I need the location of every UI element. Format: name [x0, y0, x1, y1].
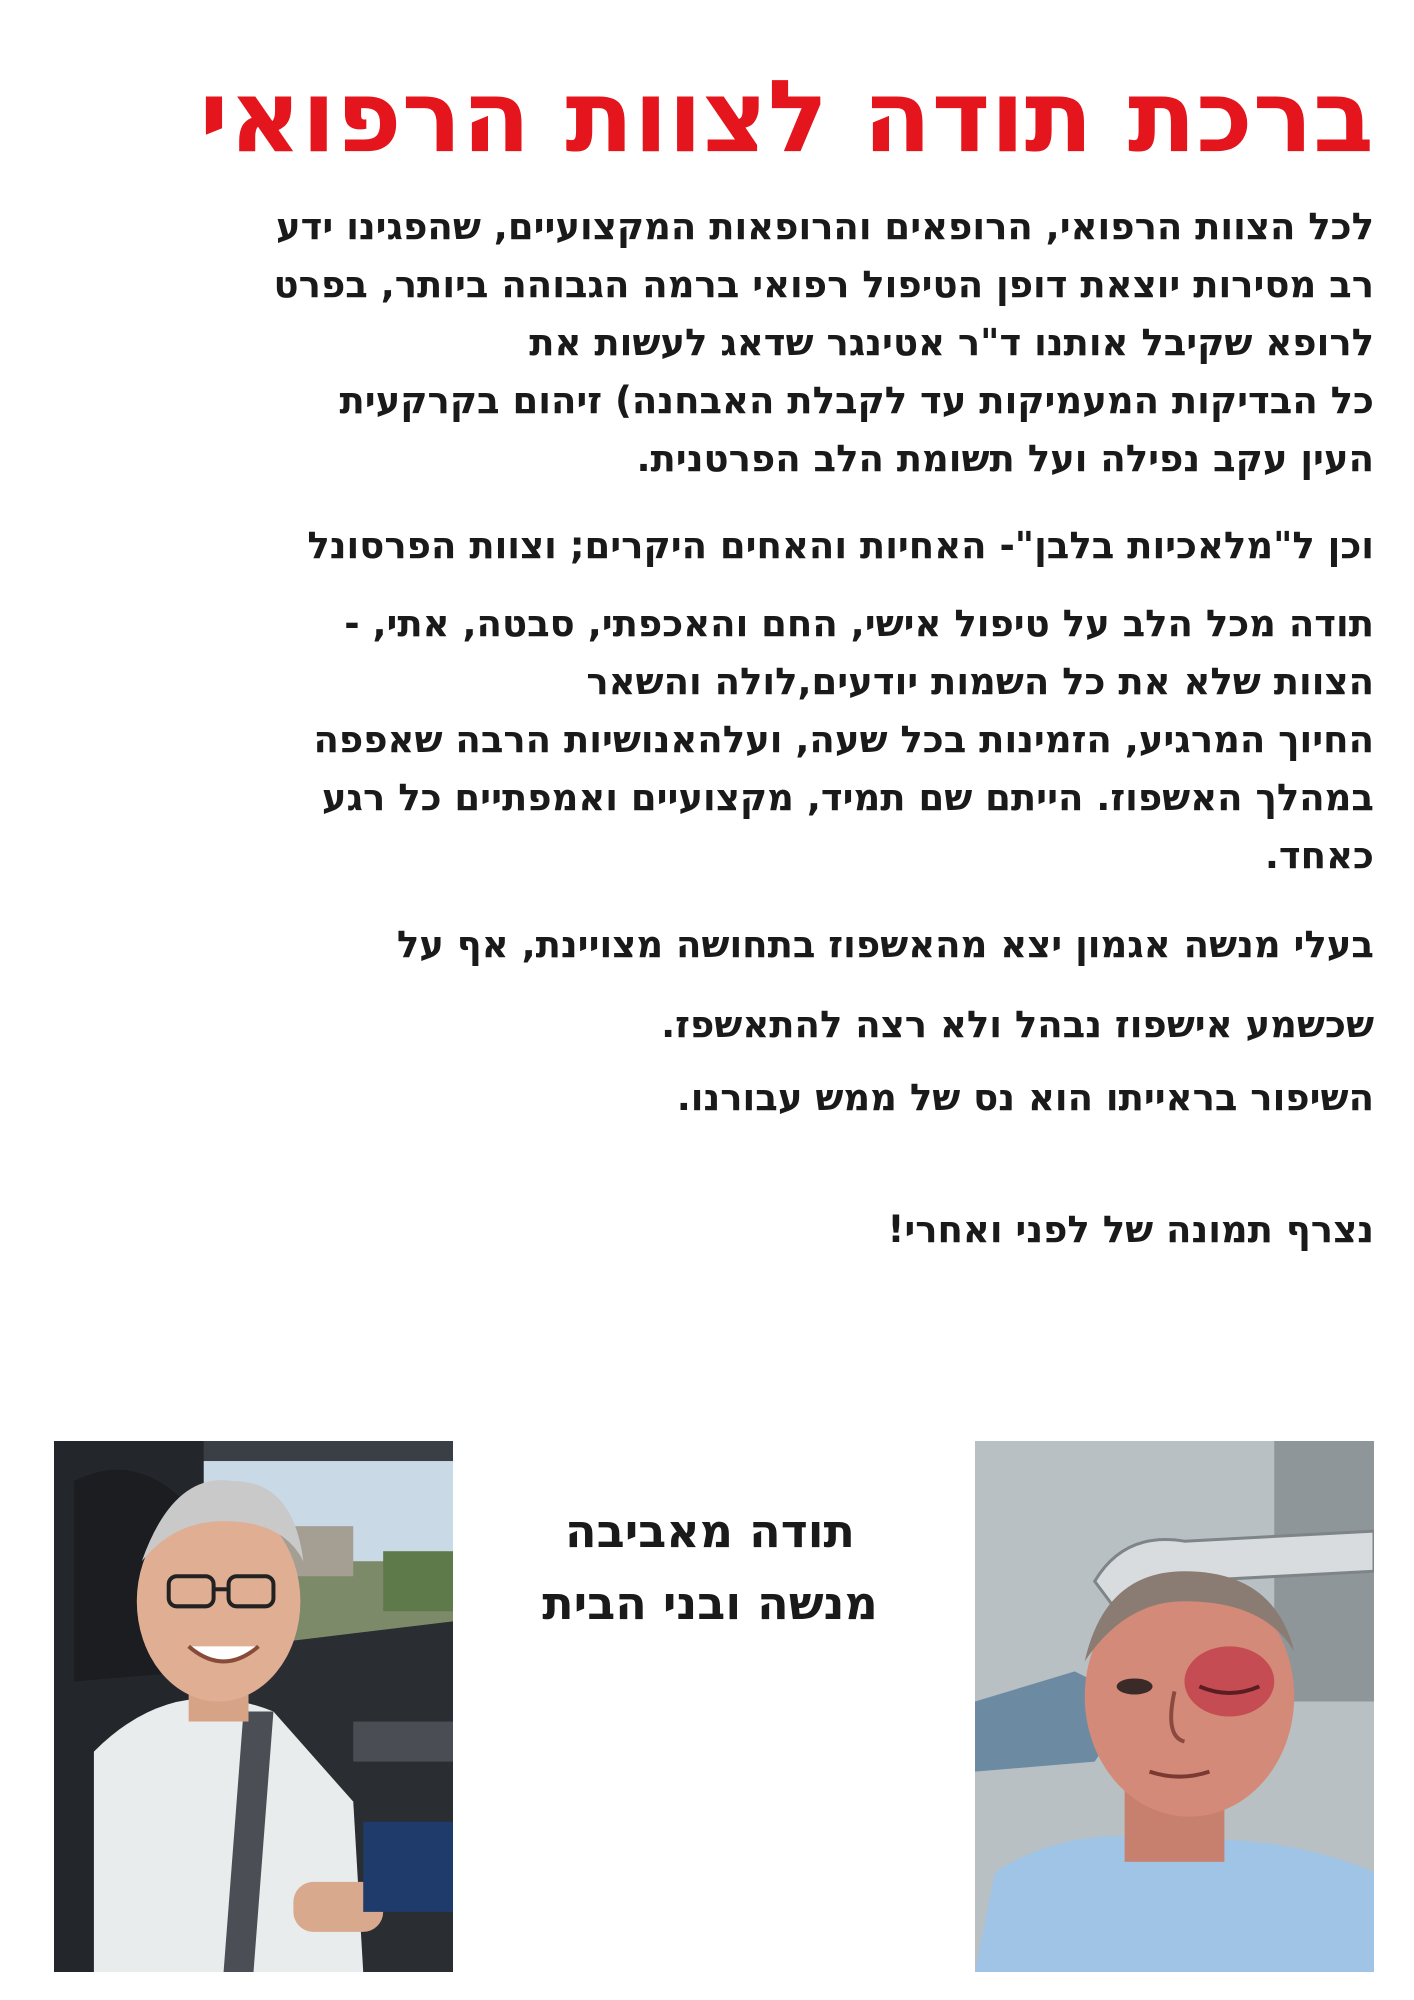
text-line: במהלך האשפוז. הייתם שם תמיד, מקצועיים ואמפתיים כל רגע [321, 776, 1374, 819]
paragraph-husband [34, 916, 1374, 974]
after-photo-image [54, 1441, 453, 1972]
text-line: השיפור בראייתו הוא נס של ממש עבורנו. [676, 1076, 1374, 1119]
before-photo [975, 1441, 1374, 1972]
paragraph-photos-note [34, 1201, 1374, 1259]
text-line: וכן ל"מלאכיות בלבן"- האחיות והאחים היקרים; וצוות הפרסונל [307, 524, 1374, 567]
text-line: כאחד. [1264, 834, 1374, 877]
text-line: כל הבדיקות המעמיקות עד לקבלת האבחנה) זיהום בקרקעית [339, 379, 1374, 422]
paragraph-improvement [34, 1069, 1374, 1127]
after-photo [54, 1441, 453, 1972]
paragraph-medical-team [34, 198, 1374, 488]
text-line: תודה מכל הלב על טיפול אישי, החם והאכפתי, סבטה, אתי, - [344, 602, 1374, 645]
text-line: רב מסירות יוצאת דופן הטיפול רפואי ברמה הגבוהה ביותר, בפרט [273, 263, 1374, 306]
text-line: החיוך המרגיע, הזמינות בכל שעה, ועלהאנושיות הרבה שאפפה [313, 718, 1374, 761]
text-line: לכל הצוות הרפואי, הרופאים והרופאות המקצועיים, שהפגינו ידע [276, 205, 1374, 248]
paragraph-thanks [34, 595, 1374, 885]
signature [460, 1495, 960, 1639]
text-line: שכשמע אישפוז נבהל ולא רצה להתאשפז. [661, 1003, 1374, 1046]
before-photo-image [975, 1441, 1374, 1972]
text-line: בעלי מנשה אגמון יצא מהאשפוז בתחושה מצויינת, אף על [396, 923, 1374, 966]
text-line: הצוות שלא את כל השמות יודעים,לולה והשאר [586, 660, 1374, 703]
signature-line: מנשה ובני הבית [542, 1576, 878, 1630]
paragraph-nurses [34, 517, 1374, 575]
text-line: העין עקב נפילה ועל תשומת הלב הפרטנית. [636, 437, 1374, 480]
paragraph-hospitalization [34, 996, 1374, 1054]
signature-line: תודה מאביבה [565, 1504, 855, 1558]
text-line: נצרף תמונה של לפני ואחרי! [887, 1208, 1374, 1251]
page-title: ברכת תודה לצוות הרפואי [199, 58, 1374, 175]
text-line: לרופא שקיבל אותנו ד"ר אטינגר שדאג לעשות את [529, 321, 1374, 364]
